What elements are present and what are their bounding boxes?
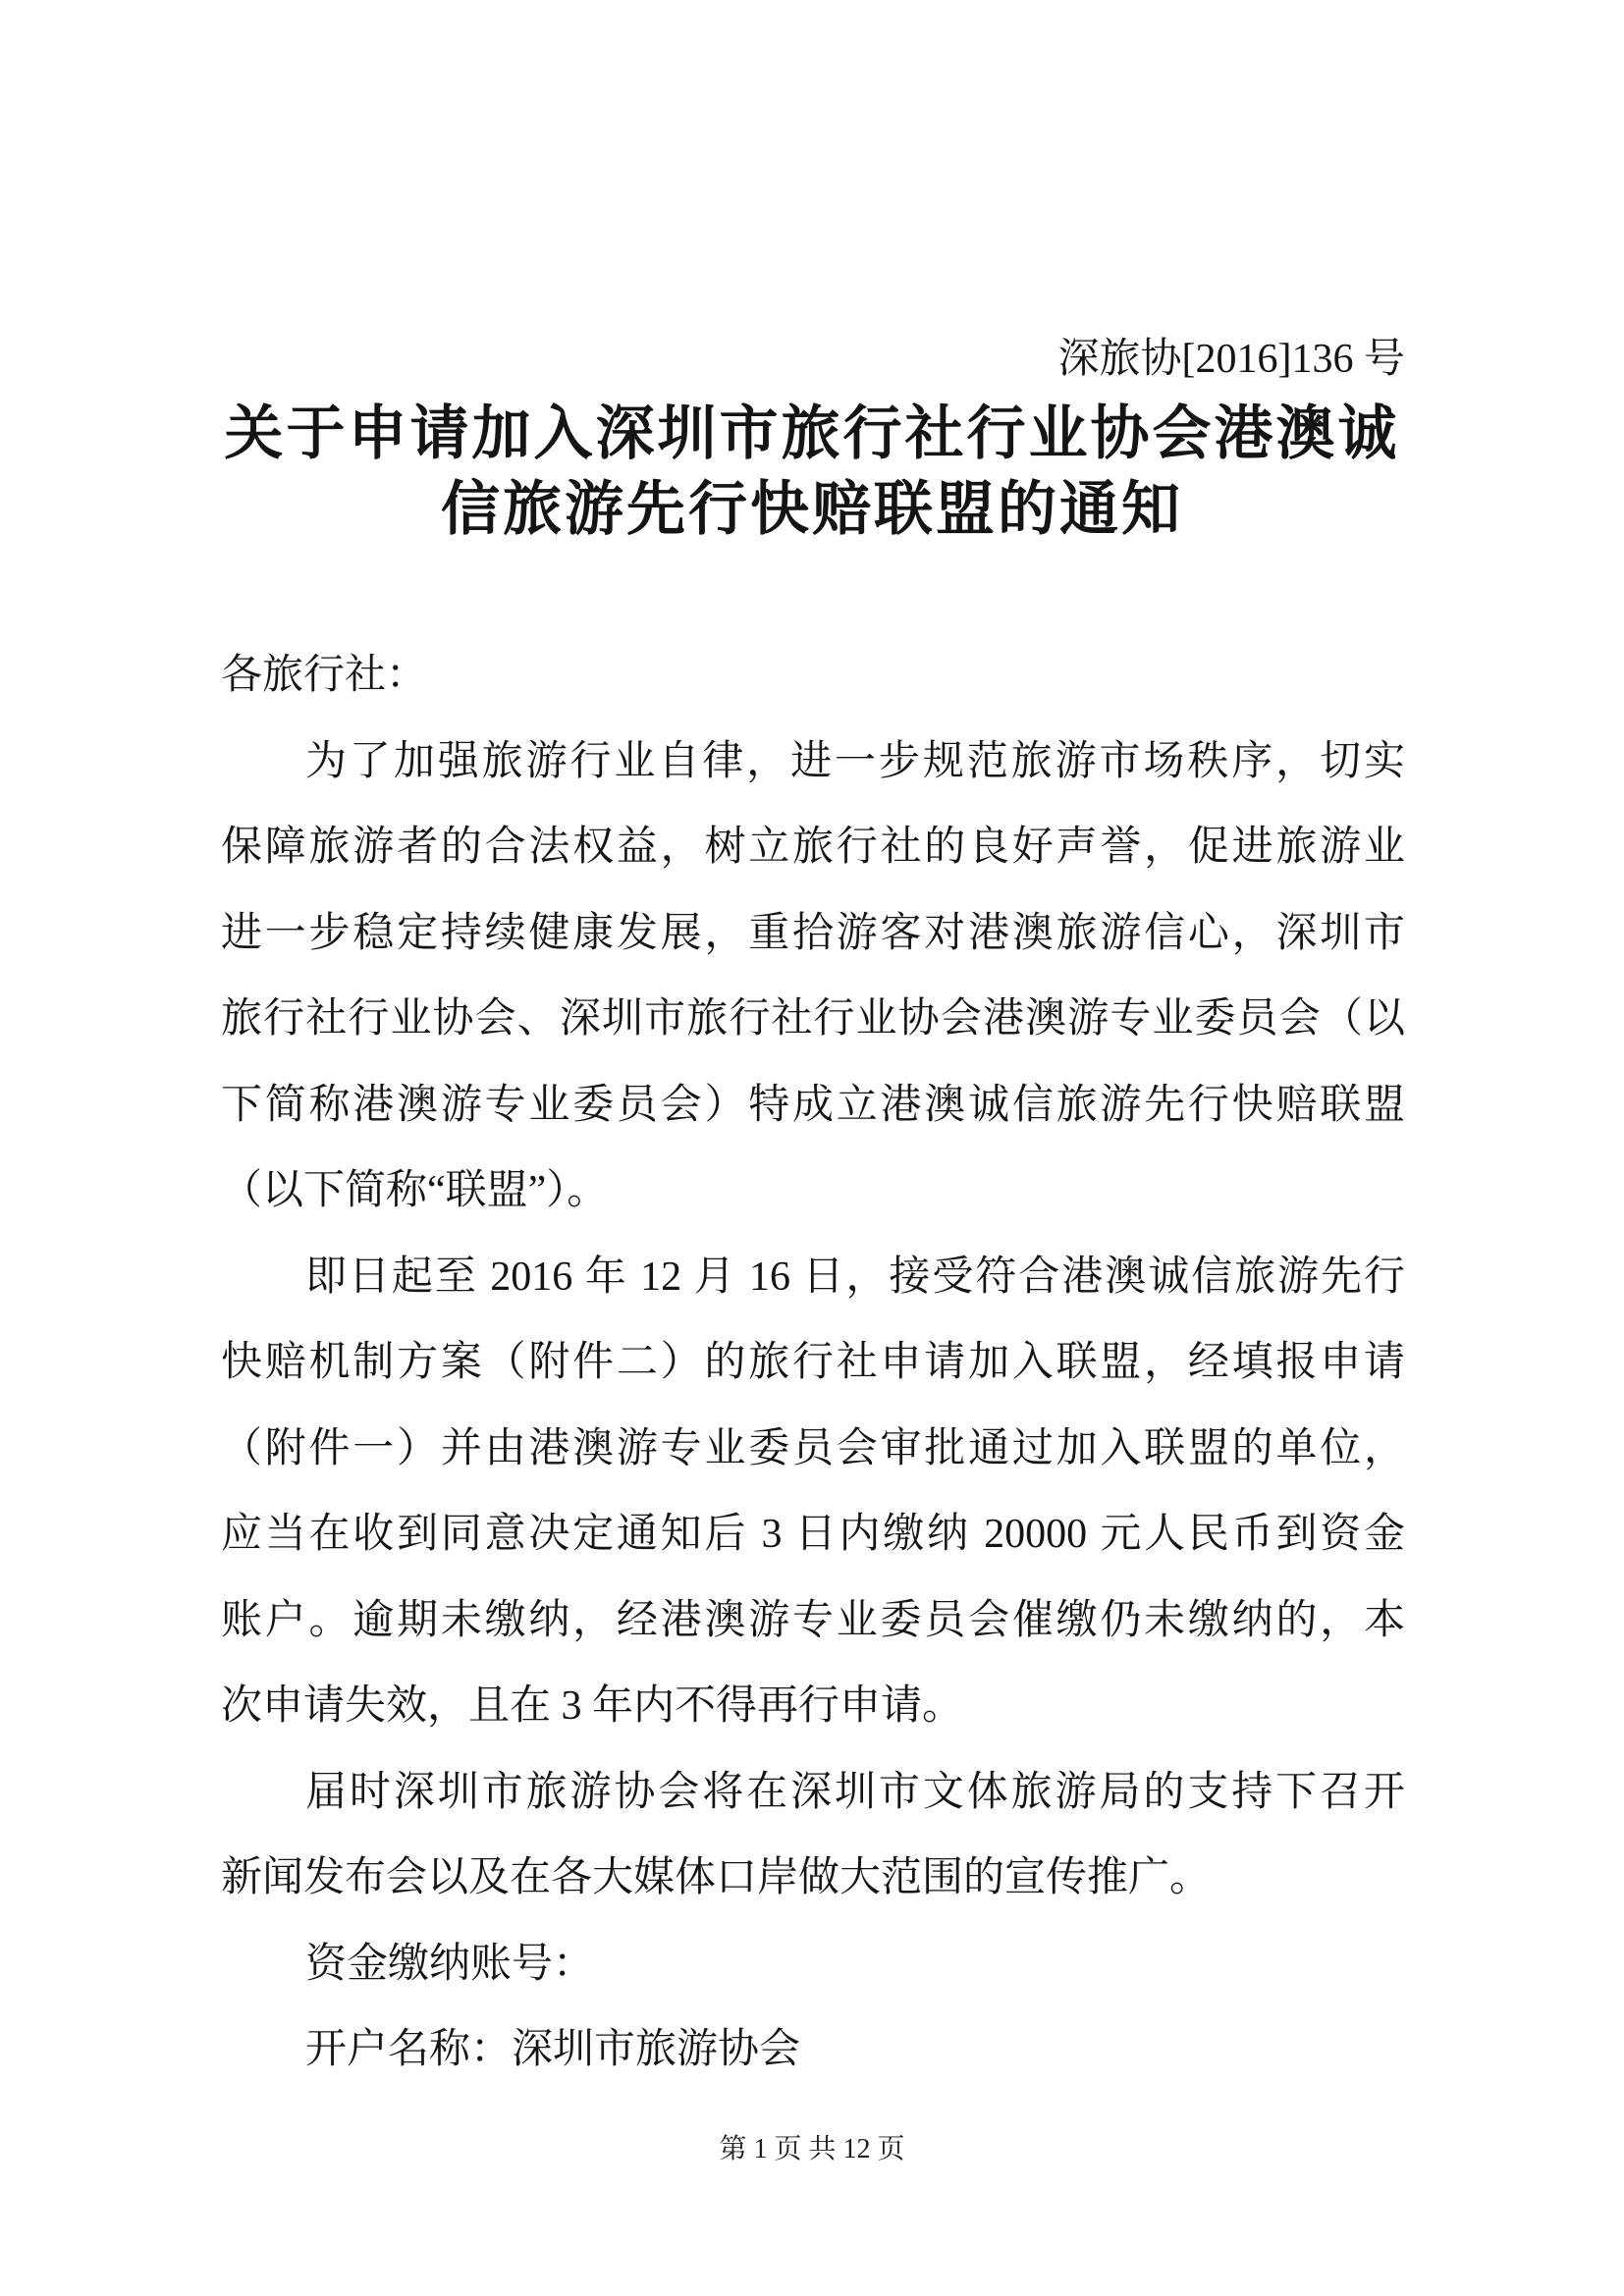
document-title-line-1: 关于申请加入深圳市旅行社行业协会港澳诚 bbox=[224, 401, 1400, 466]
document-title bbox=[98, 397, 1526, 548]
body-line: 快赔机制方案（附件二）的旅行社申请加入联盟，经填报申请 bbox=[221, 1340, 1405, 1385]
body-line: 进一步稳定持续健康发展，重拾游客对港澳旅游信心，深圳市 bbox=[221, 910, 1405, 956]
body-line: （附件一）并由港澳游专业委员会审批通过加入联盟的单位， bbox=[221, 1425, 1405, 1471]
page-footer bbox=[0, 2130, 1624, 2169]
salutation: 各旅行社： bbox=[221, 653, 428, 698]
body-line: （以下简称“联盟”）。 bbox=[221, 1168, 609, 1213]
body-line: 为了加强旅游行业自律，进一步规范旅游市场秩序，切实 bbox=[305, 738, 1405, 784]
body-line: 保障旅游者的合法权益，树立旅行社的良好声誉，促进旅游业 bbox=[221, 825, 1405, 870]
body-line: 资金缴纳账号： bbox=[305, 1941, 595, 1987]
document-body bbox=[221, 633, 1405, 2094]
document-title-line-2: 信旅游先行快赔联盟的通知 bbox=[441, 477, 1183, 542]
doc-number: 深旅协[2016]136 号 bbox=[1057, 337, 1405, 382]
body-line: 即日起至 2016 年 12 月 16 日，接受符合港澳诚信旅游先行 bbox=[305, 1254, 1405, 1300]
page-number: 第 1 页 共 12 页 bbox=[719, 2134, 905, 2164]
body-line: 账户。逾期未缴纳，经港澳游专业委员会催缴仍未缴纳的，本 bbox=[221, 1597, 1405, 1643]
body-line: 开户名称：深圳市旅游协会 bbox=[305, 2027, 801, 2072]
body-line: 届时深圳市旅游协会将在深圳市文体旅游局的支持下召开 bbox=[305, 1769, 1405, 1815]
body-line: 新闻发布会以及在各大媒体口岸做大范围的宣传推广。 bbox=[221, 1855, 1212, 1900]
body-line: 次申请失效，且在 3 年内不得再行申请。 bbox=[221, 1683, 964, 1729]
body-line: 旅行社行业协会、深圳市旅行社行业协会港澳游专业委员会（以 bbox=[221, 996, 1405, 1041]
body-line: 下简称港澳游专业委员会）特成立港澳诚信旅游先行快赔联盟 bbox=[221, 1082, 1405, 1128]
body-line: 应当在收到同意决定通知后 3 日内缴纳 20000 元人民币到资金 bbox=[221, 1512, 1405, 1557]
